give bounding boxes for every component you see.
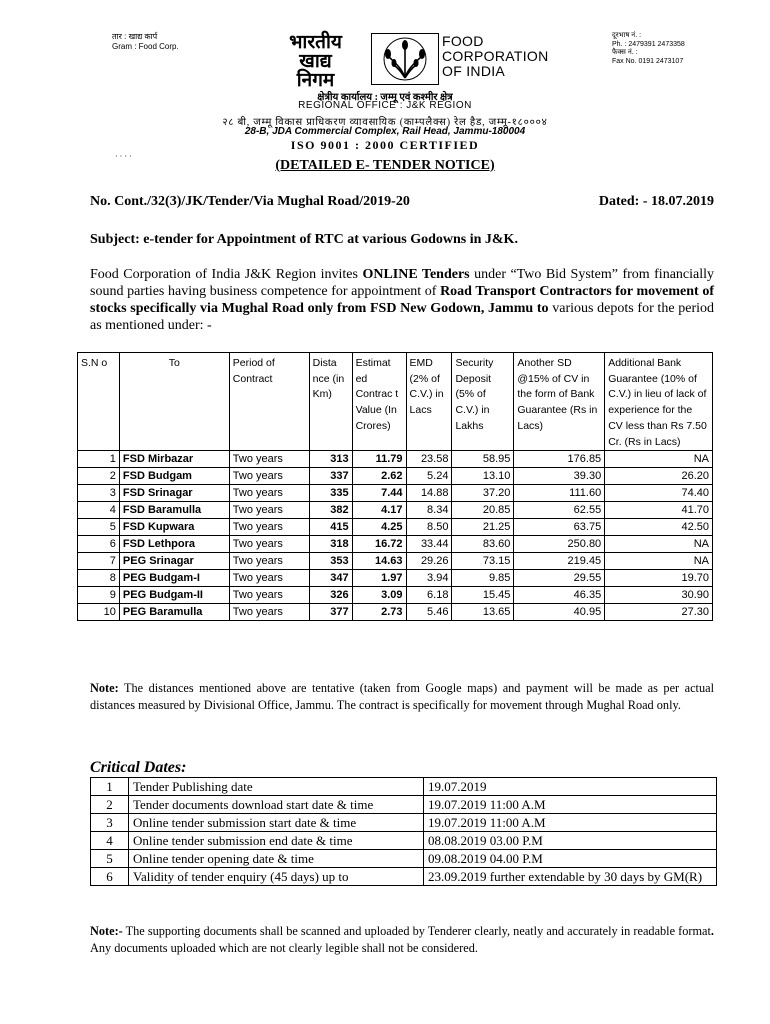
header-distance: Dista nce (in Km) bbox=[309, 353, 352, 451]
upload-note-text-2: Any documents uploaded which are not clearly legible shall not be considered. bbox=[90, 941, 478, 955]
cell-security-deposit: 20.85 bbox=[452, 502, 514, 519]
cell-contract-value: 7.44 bbox=[352, 485, 406, 502]
cd-cell-event: Online tender submission start date & time bbox=[129, 814, 424, 832]
upload-note-dot: . bbox=[710, 924, 714, 938]
cell-contract-value: 3.09 bbox=[352, 587, 406, 604]
cell-emd: 6.18 bbox=[406, 587, 452, 604]
table-row bbox=[78, 604, 713, 621]
cell-sno: 8 bbox=[78, 570, 120, 587]
cell-emd: 29.26 bbox=[406, 553, 452, 570]
table-row bbox=[78, 536, 713, 553]
office-name-english: REGIONAL OFFICE : J&K REGION bbox=[298, 100, 472, 111]
cell-emd: 3.94 bbox=[406, 570, 452, 587]
cell-depot: PEG Srinagar bbox=[119, 553, 229, 570]
cd-cell-event: Validity of tender enquiry (45 days) up to bbox=[129, 868, 424, 886]
upload-note-label: Note:- bbox=[90, 924, 123, 938]
cell-period: Two years bbox=[229, 485, 309, 502]
letterhead-dots: · · · · bbox=[115, 152, 132, 161]
table-header-row bbox=[78, 353, 713, 451]
header-sno: S.N o bbox=[78, 353, 120, 451]
notice-subject: Subject: e-tender for Appointment of RTC at various Godowns in J&K. bbox=[90, 232, 518, 247]
note-text: The distances mentioned above are tentative (taken from Google maps) and payment will be made as per actual distances measured by Divisional Office, Jammu. The contract is specifically for movement through Mughal Road only. bbox=[90, 681, 714, 712]
cell-distance: 335 bbox=[309, 485, 352, 502]
cell-another-sd: 39.30 bbox=[514, 468, 605, 485]
cell-additional-bg: 19.70 bbox=[605, 570, 713, 587]
address-hindi: २८ बी, जम्मू विकास प्राधिकरण व्यावसायिक (काम्पलैक्स) रेल हैड, जम्मू-१८०००४ bbox=[222, 117, 548, 128]
cell-depot: PEG Budgam-II bbox=[119, 587, 229, 604]
telegram-address bbox=[112, 32, 179, 52]
cell-contract-value: 2.73 bbox=[352, 604, 406, 621]
table-row bbox=[78, 519, 713, 536]
cell-additional-bg: 74.40 bbox=[605, 485, 713, 502]
critical-dates-table bbox=[90, 777, 717, 886]
cell-another-sd: 40.95 bbox=[514, 604, 605, 621]
header-emd: EMD (2% of C.V.) in Lacs bbox=[406, 353, 452, 451]
cell-depot: FSD Kupwara bbox=[119, 519, 229, 536]
cd-cell-date: 19.07.2019 11:00 A.M bbox=[424, 814, 717, 832]
iso-certification: ISO 9001 : 2000 CERTIFIED bbox=[290, 138, 480, 152]
hindi-name-line-2: खाद्य bbox=[299, 51, 332, 72]
cd-cell-sno: 2 bbox=[91, 796, 129, 814]
cell-security-deposit: 21.25 bbox=[452, 519, 514, 536]
cell-additional-bg: 26.20 bbox=[605, 468, 713, 485]
cell-depot: FSD Budgam bbox=[119, 468, 229, 485]
cell-security-deposit: 15.45 bbox=[452, 587, 514, 604]
cell-period: Two years bbox=[229, 553, 309, 570]
table-row bbox=[78, 570, 713, 587]
cell-sno: 5 bbox=[78, 519, 120, 536]
cell-another-sd: 219.45 bbox=[514, 553, 605, 570]
cell-period: Two years bbox=[229, 451, 309, 468]
rtc-table-body bbox=[78, 451, 713, 621]
table-row bbox=[91, 868, 717, 886]
cell-additional-bg: NA bbox=[605, 553, 713, 570]
cell-period: Two years bbox=[229, 519, 309, 536]
english-name-line-2: CORPORATION bbox=[442, 48, 549, 64]
cell-security-deposit: 37.20 bbox=[452, 485, 514, 502]
cell-additional-bg: 42.50 bbox=[605, 519, 713, 536]
cell-period: Two years bbox=[229, 570, 309, 587]
cell-another-sd: 29.55 bbox=[514, 570, 605, 587]
table-row bbox=[78, 502, 713, 519]
cd-cell-date: 09.08.2019 04.00 P.M bbox=[424, 850, 717, 868]
address-english: 28-B, JDA Commercial Complex, Rail Head, Jammu-180004 bbox=[244, 126, 526, 137]
header-another-sd: Another SD @15% of CV in the form of Bank Guarantee (Rs in Lacs) bbox=[514, 353, 605, 451]
cell-contract-value: 2.62 bbox=[352, 468, 406, 485]
org-name-english bbox=[442, 34, 549, 79]
cell-emd: 5.46 bbox=[406, 604, 452, 621]
table-row bbox=[91, 832, 717, 850]
cell-depot: FSD Mirbazar bbox=[119, 451, 229, 468]
cell-distance: 318 bbox=[309, 536, 352, 553]
cd-cell-date: 23.09.2019 further extendable by 30 days by GM(R) bbox=[424, 868, 717, 886]
cd-cell-event: Online tender opening date & time bbox=[129, 850, 424, 868]
cell-sno: 4 bbox=[78, 502, 120, 519]
english-name-line-1: FOOD bbox=[442, 33, 484, 49]
header-to: To bbox=[119, 353, 229, 451]
cell-period: Two years bbox=[229, 536, 309, 553]
distance-note bbox=[90, 680, 714, 713]
cd-cell-sno: 3 bbox=[91, 814, 129, 832]
cell-emd: 23.58 bbox=[406, 451, 452, 468]
phone-numbers: Ph. : 2479391 2473358 bbox=[612, 40, 685, 48]
cd-cell-event: Online tender submission end date & time bbox=[129, 832, 424, 850]
table-row bbox=[91, 850, 717, 868]
cell-another-sd: 62.55 bbox=[514, 502, 605, 519]
cell-depot: FSD Srinagar bbox=[119, 485, 229, 502]
cell-another-sd: 46.35 bbox=[514, 587, 605, 604]
cell-security-deposit: 13.65 bbox=[452, 604, 514, 621]
fax-label-hindi: फैक्स नं. : bbox=[612, 49, 638, 56]
cell-depot: PEG Baramulla bbox=[119, 604, 229, 621]
cell-another-sd: 63.75 bbox=[514, 519, 605, 536]
cell-distance: 353 bbox=[309, 553, 352, 570]
cell-additional-bg: NA bbox=[605, 451, 713, 468]
cell-security-deposit: 9.85 bbox=[452, 570, 514, 587]
cell-security-deposit: 73.15 bbox=[452, 553, 514, 570]
table-row bbox=[78, 587, 713, 604]
cell-sno: 9 bbox=[78, 587, 120, 604]
cell-another-sd: 111.60 bbox=[514, 485, 605, 502]
table-row bbox=[91, 778, 717, 796]
upload-note-text-1: The supporting documents shall be scanned and uploaded by Tenderer clearly, neatly and accurately in readable format bbox=[122, 924, 711, 938]
table-row bbox=[78, 553, 713, 570]
office-name-hindi: क्षेत्रीय कार्यालय : जम्मू एवं कश्मीर क्षेत्र bbox=[317, 92, 453, 103]
cell-additional-bg: 41.70 bbox=[605, 502, 713, 519]
org-name-hindi bbox=[263, 33, 368, 90]
intro-text-3: various depots for the period as mentioned under: - bbox=[90, 301, 714, 333]
cell-another-sd: 176.85 bbox=[514, 451, 605, 468]
cell-distance: 415 bbox=[309, 519, 352, 536]
table-row bbox=[78, 468, 713, 485]
upload-note bbox=[90, 923, 714, 957]
cd-cell-sno: 6 bbox=[91, 868, 129, 886]
intro-text-1: Food Corporation of India J&K Region invites bbox=[90, 267, 363, 282]
cell-contract-value: 14.63 bbox=[352, 553, 406, 570]
cell-distance: 313 bbox=[309, 451, 352, 468]
critical-dates-title: Critical Dates: bbox=[90, 759, 187, 776]
reference-number: No. Cont./32(3)/JK/Tender/Via Mughal Road/2019-20 bbox=[90, 194, 410, 209]
cell-depot: FSD Lethpora bbox=[119, 536, 229, 553]
note-label: Note: bbox=[90, 681, 119, 695]
intro-paragraph bbox=[90, 266, 714, 334]
cd-cell-event: Tender Publishing date bbox=[129, 778, 424, 796]
cell-distance: 326 bbox=[309, 587, 352, 604]
letterhead bbox=[0, 30, 770, 161]
table-row bbox=[78, 485, 713, 502]
cell-sno: 1 bbox=[78, 451, 120, 468]
reference-line bbox=[90, 194, 714, 210]
intro-bold-1: ONLINE Tenders bbox=[362, 267, 470, 282]
intro-bold-2: Road Transport Contractors for movement of stocks specifically via Mughal Road only from FSD New Godown, Jammu to bbox=[90, 284, 714, 316]
cell-contract-value: 4.17 bbox=[352, 502, 406, 519]
telegram-hindi: तार : खाद्य कार्प bbox=[112, 32, 158, 41]
cell-distance: 377 bbox=[309, 604, 352, 621]
cell-emd: 5.24 bbox=[406, 468, 452, 485]
cd-cell-sno: 4 bbox=[91, 832, 129, 850]
notice-title: (DETAILED E- TENDER NOTICE) bbox=[275, 158, 495, 173]
table-row bbox=[78, 451, 713, 468]
hindi-name-line-3: निगम bbox=[296, 70, 335, 91]
rtc-depot-table bbox=[77, 352, 713, 621]
cell-additional-bg: 30.90 bbox=[605, 587, 713, 604]
english-name-line-3: OF INDIA bbox=[442, 63, 506, 79]
hindi-name-line-1: भारतीय bbox=[289, 32, 342, 53]
intro-text-2: under “Two Bid System” from financially sound parties having business competence for appointment of bbox=[90, 267, 715, 299]
cell-sno: 6 bbox=[78, 536, 120, 553]
cell-distance: 347 bbox=[309, 570, 352, 587]
cell-security-deposit: 13.10 bbox=[452, 468, 514, 485]
cell-sno: 3 bbox=[78, 485, 120, 502]
cell-sno: 10 bbox=[78, 604, 120, 621]
phone-label-hindi: दूरभाष नं. : bbox=[612, 32, 642, 39]
header-security-deposit: Security Deposit (5% of C.V.) in Lakhs bbox=[452, 353, 514, 451]
cell-distance: 337 bbox=[309, 468, 352, 485]
cd-cell-date: 19.07.2019 bbox=[424, 778, 717, 796]
cell-security-deposit: 58.95 bbox=[452, 451, 514, 468]
cell-emd: 8.34 bbox=[406, 502, 452, 519]
table-row bbox=[91, 814, 717, 832]
fax-number: Fax No. 0191 2473107 bbox=[612, 57, 684, 65]
cell-period: Two years bbox=[229, 604, 309, 621]
cell-emd: 33.44 bbox=[406, 536, 452, 553]
cell-emd: 14.88 bbox=[406, 485, 452, 502]
header-period: Period of Contract bbox=[229, 353, 309, 451]
cell-contract-value: 11.79 bbox=[352, 451, 406, 468]
cell-additional-bg: 27.30 bbox=[605, 604, 713, 621]
cell-contract-value: 4.25 bbox=[352, 519, 406, 536]
cell-security-deposit: 83.60 bbox=[452, 536, 514, 553]
cd-cell-date: 19.07.2019 11:00 A.M bbox=[424, 796, 717, 814]
critical-dates-body bbox=[91, 778, 717, 886]
notice-date: Dated: - 18.07.2019 bbox=[598, 194, 714, 209]
table-row bbox=[91, 796, 717, 814]
telegram-english: Gram : Food Corp. bbox=[112, 42, 179, 51]
cell-period: Two years bbox=[229, 502, 309, 519]
header-contract-value: Estimat ed Contrac t Value (In Crores) bbox=[352, 353, 406, 451]
cell-distance: 382 bbox=[309, 502, 352, 519]
cell-period: Two years bbox=[229, 587, 309, 604]
cell-emd: 8.50 bbox=[406, 519, 452, 536]
cell-contract-value: 1.97 bbox=[352, 570, 406, 587]
cell-depot: PEG Budgam-I bbox=[119, 570, 229, 587]
header-additional-bg: Additional Bank Guarantee (10% of C.V.) in lieu of lack of experience for the CV less than Rs 7.50 Cr. (Rs in Lacs) bbox=[605, 353, 713, 451]
cd-cell-date: 08.08.2019 03.00 P.M bbox=[424, 832, 717, 850]
cd-cell-sno: 1 bbox=[91, 778, 129, 796]
cell-additional-bg: NA bbox=[605, 536, 713, 553]
cd-cell-sno: 5 bbox=[91, 850, 129, 868]
cell-period: Two years bbox=[229, 468, 309, 485]
cell-another-sd: 250.80 bbox=[514, 536, 605, 553]
cell-depot: FSD Baramulla bbox=[119, 502, 229, 519]
cell-contract-value: 16.72 bbox=[352, 536, 406, 553]
fci-logo bbox=[371, 33, 439, 85]
cell-sno: 7 bbox=[78, 553, 120, 570]
cell-sno: 2 bbox=[78, 468, 120, 485]
contact-numbers bbox=[612, 32, 685, 66]
cd-cell-event: Tender documents download start date & time bbox=[129, 796, 424, 814]
